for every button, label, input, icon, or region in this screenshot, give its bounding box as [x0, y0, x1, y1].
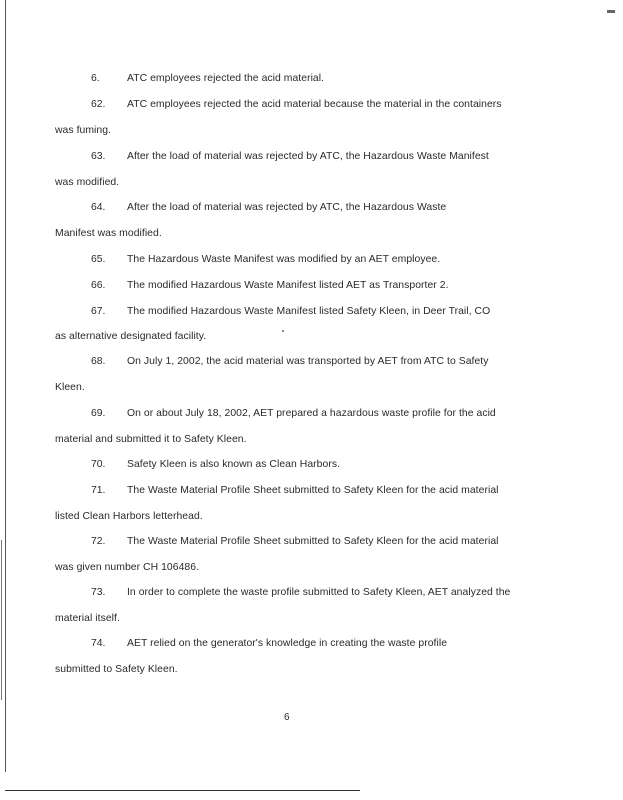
paragraph-number: 72. — [91, 536, 106, 547]
paragraph-line: Kleen. — [55, 382, 85, 393]
scan-speck — [282, 330, 284, 332]
paragraph-number: 63. — [91, 151, 106, 162]
paragraph-line: After the load of material was rejected by ATC, the Hazardous Waste Manifest — [127, 151, 489, 162]
paragraph-line: On July 1, 2002, the acid material was transported by AET from ATC to Safety — [127, 356, 489, 367]
paragraph-number: 68. — [91, 356, 106, 367]
paragraph-number: 66. — [91, 280, 106, 291]
paragraph-number: 73. — [91, 587, 106, 598]
paragraph-line: ATC employees rejected the acid material. — [127, 73, 325, 84]
paragraph-line: Manifest was modified. — [55, 228, 162, 239]
paragraph-line: The Hazardous Waste Manifest was modified by an AET employee. — [127, 254, 441, 265]
paragraph-line: On or about July 18, 2002, AET prepared a hazardous waste profile for the acid — [127, 408, 496, 419]
paragraph-line: was modified. — [55, 177, 120, 188]
paragraph-line: material itself. — [55, 613, 120, 624]
paragraph-line: After the load of material was rejected by ATC, the Hazardous Waste — [127, 202, 447, 213]
paragraph-number: 67. — [91, 306, 106, 317]
paragraph-line: The modified Hazardous Waste Manifest listed Safety Kleen, in Deer Trail, CO — [127, 306, 491, 317]
paragraph-line: Safety Kleen is also known as Clean Harbors. — [127, 459, 341, 470]
paragraph-line: AET relied on the generator's knowledge in creating the waste profile — [127, 638, 448, 649]
paragraph-line: In order to complete the waste profile submitted to Safety Kleen, AET analyzed the — [127, 587, 511, 598]
paragraph-line: The Waste Material Profile Sheet submitted to Safety Kleen for the acid material — [127, 536, 499, 547]
paragraph-line: The modified Hazardous Waste Manifest listed AET as Transporter 2. — [127, 280, 449, 291]
paragraph-line: was given number CH 106486. — [55, 562, 200, 573]
bottom-rule — [5, 790, 360, 791]
left-margin-mark — [1, 540, 2, 700]
paragraph-line: The Waste Material Profile Sheet submitted to Safety Kleen for the acid material — [127, 485, 499, 496]
page-number: 6 — [284, 712, 290, 723]
paragraph-line: as alternative designated facility. — [55, 331, 207, 342]
corner-mark — [607, 10, 615, 13]
paragraph-number: 69. — [91, 408, 106, 419]
paragraph-number: 74. — [91, 638, 106, 649]
paragraph-number: 6. — [91, 73, 100, 84]
paragraph-number: 70. — [91, 459, 106, 470]
paragraph-line: material and submitted it to Safety Kleen. — [55, 434, 247, 445]
paragraph-number: 71. — [91, 485, 106, 496]
paragraph-number: 64. — [91, 202, 106, 213]
paragraph-number: 65. — [91, 254, 106, 265]
paragraph-line: listed Clean Harbors letterhead. — [55, 511, 203, 522]
paragraph-line: ATC employees rejected the acid material because the material in the containers — [127, 99, 502, 110]
left-margin-rule — [5, 0, 6, 772]
paragraph-number: 62. — [91, 99, 106, 110]
paragraph-line: submitted to Safety Kleen. — [55, 664, 178, 675]
paragraph-line: was fuming. — [55, 125, 111, 136]
